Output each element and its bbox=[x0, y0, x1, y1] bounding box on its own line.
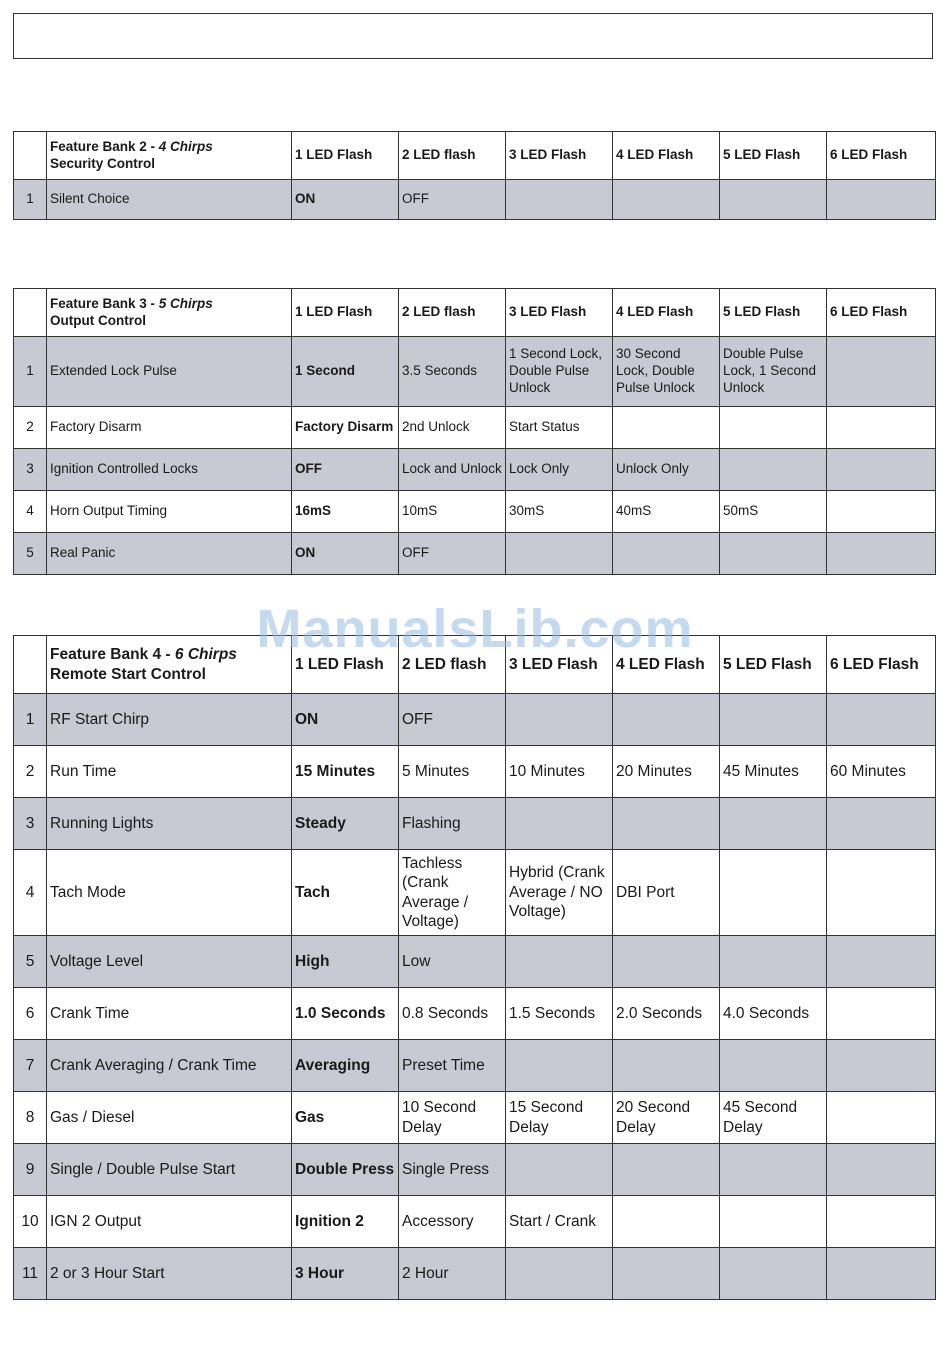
feature-name: Gas / Diesel bbox=[47, 1092, 292, 1144]
header-6-led-flash: 6 LED Flash bbox=[827, 636, 936, 694]
feature-name: RF Start Chirp bbox=[47, 694, 292, 746]
bank-title-cell bbox=[47, 636, 292, 694]
header-6-led-flash: 6 LED Flash bbox=[827, 289, 936, 337]
option-cell: 50mS bbox=[720, 491, 827, 533]
bank-subtitle: Output Control bbox=[50, 312, 146, 328]
option-cell: 10mS bbox=[399, 491, 506, 533]
option-cell: High bbox=[292, 936, 399, 988]
option-cell: 20 Minutes bbox=[613, 746, 720, 798]
row-number: 7 bbox=[14, 1040, 47, 1092]
option-cell bbox=[827, 1040, 936, 1092]
row-number: 6 bbox=[14, 988, 47, 1040]
option-cell: 10 Second Delay bbox=[399, 1092, 506, 1144]
option-cell bbox=[613, 1040, 720, 1092]
row-number: 2 bbox=[14, 746, 47, 798]
option-cell bbox=[506, 798, 613, 850]
feature-name: IGN 2 Output bbox=[47, 1196, 292, 1248]
table-row bbox=[14, 746, 936, 798]
bank-chirps: 4 Chirps bbox=[158, 138, 213, 154]
feature-name: Extended Lock Pulse bbox=[47, 337, 292, 407]
option-cell: Hybrid (Crank Average / NO Voltage) bbox=[506, 850, 613, 936]
option-cell: 10 Minutes bbox=[506, 746, 613, 798]
table-row bbox=[14, 491, 936, 533]
header-2-led-flash: 2 LED flash bbox=[399, 132, 506, 180]
option-cell: 15 Minutes bbox=[292, 746, 399, 798]
option-cell bbox=[720, 1144, 827, 1196]
option-cell: Factory Disarm bbox=[292, 407, 399, 449]
option-cell bbox=[613, 1248, 720, 1300]
option-cell bbox=[720, 936, 827, 988]
option-cell: OFF bbox=[292, 449, 399, 491]
table-header-row bbox=[14, 132, 936, 180]
page-header-box bbox=[13, 13, 933, 59]
row-number: 10 bbox=[14, 1196, 47, 1248]
option-cell: OFF bbox=[399, 180, 506, 220]
feature-bank-4-table bbox=[13, 635, 936, 1300]
option-cell: Tach bbox=[292, 850, 399, 936]
table-row bbox=[14, 180, 936, 220]
option-cell: OFF bbox=[399, 533, 506, 575]
feature-name: Crank Averaging / Crank Time bbox=[47, 1040, 292, 1092]
table-row bbox=[14, 449, 936, 491]
option-cell: 1.5 Seconds bbox=[506, 988, 613, 1040]
option-cell: Unlock Only bbox=[613, 449, 720, 491]
option-cell: 1 Second Lock, Double Pulse Unlock bbox=[506, 337, 613, 407]
option-cell bbox=[827, 491, 936, 533]
option-cell bbox=[613, 533, 720, 575]
bank-title: Feature Bank 4 - bbox=[50, 646, 175, 664]
feature-name: Single / Double Pulse Start bbox=[47, 1144, 292, 1196]
table-row bbox=[14, 337, 936, 407]
row-number: 5 bbox=[14, 533, 47, 575]
option-cell: 45 Minutes bbox=[720, 746, 827, 798]
bank-title-cell bbox=[47, 132, 292, 180]
table-header-row bbox=[14, 636, 936, 694]
feature-name: Ignition Controlled Locks bbox=[47, 449, 292, 491]
option-cell bbox=[720, 180, 827, 220]
row-number: 9 bbox=[14, 1144, 47, 1196]
table-row bbox=[14, 798, 936, 850]
table-row bbox=[14, 1040, 936, 1092]
table-row bbox=[14, 533, 936, 575]
option-cell: OFF bbox=[399, 694, 506, 746]
option-cell bbox=[720, 1248, 827, 1300]
option-cell: Steady bbox=[292, 798, 399, 850]
row-number: 1 bbox=[14, 694, 47, 746]
row-number: 2 bbox=[14, 407, 47, 449]
header-num-cell bbox=[14, 132, 47, 180]
option-cell: Flashing bbox=[399, 798, 506, 850]
option-cell: Double Press bbox=[292, 1144, 399, 1196]
header-2-led-flash: 2 LED flash bbox=[399, 636, 506, 694]
feature-name: Run Time bbox=[47, 746, 292, 798]
row-number: 1 bbox=[14, 337, 47, 407]
option-cell: 30 Second Lock, Double Pulse Unlock bbox=[613, 337, 720, 407]
option-cell: Lock and Unlock bbox=[399, 449, 506, 491]
row-number: 4 bbox=[14, 850, 47, 936]
header-1-led-flash: 1 LED Flash bbox=[292, 289, 399, 337]
header-3-led-flash: 3 LED Flash bbox=[506, 132, 613, 180]
header-2-led-flash: 2 LED flash bbox=[399, 289, 506, 337]
feature-bank-3-table bbox=[13, 288, 936, 575]
option-cell bbox=[720, 694, 827, 746]
option-cell bbox=[827, 449, 936, 491]
header-num-cell bbox=[14, 636, 47, 694]
row-number: 11 bbox=[14, 1248, 47, 1300]
header-1-led-flash: 1 LED Flash bbox=[292, 132, 399, 180]
bank-subtitle: Remote Start Control bbox=[50, 665, 206, 683]
option-cell: Low bbox=[399, 936, 506, 988]
option-cell: 5 Minutes bbox=[399, 746, 506, 798]
header-3-led-flash: 3 LED Flash bbox=[506, 636, 613, 694]
header-6-led-flash: 6 LED Flash bbox=[827, 132, 936, 180]
option-cell bbox=[506, 1040, 613, 1092]
option-cell: 40mS bbox=[613, 491, 720, 533]
feature-name: Horn Output Timing bbox=[47, 491, 292, 533]
option-cell bbox=[613, 1144, 720, 1196]
option-cell bbox=[827, 988, 936, 1040]
option-cell bbox=[720, 449, 827, 491]
option-cell: 16mS bbox=[292, 491, 399, 533]
option-cell: Lock Only bbox=[506, 449, 613, 491]
header-4-led-flash: 4 LED Flash bbox=[613, 289, 720, 337]
table-row bbox=[14, 1144, 936, 1196]
option-cell bbox=[613, 798, 720, 850]
option-cell bbox=[613, 180, 720, 220]
table-row bbox=[14, 850, 936, 936]
table-row bbox=[14, 1196, 936, 1248]
option-cell: 60 Minutes bbox=[827, 746, 936, 798]
option-cell bbox=[506, 1248, 613, 1300]
header-num-cell bbox=[14, 289, 47, 337]
option-cell bbox=[720, 1040, 827, 1092]
row-number: 3 bbox=[14, 798, 47, 850]
table-row bbox=[14, 1092, 936, 1144]
option-cell: Ignition 2 bbox=[292, 1196, 399, 1248]
option-cell bbox=[720, 1196, 827, 1248]
option-cell: Double Pulse Lock, 1 Second Unlock bbox=[720, 337, 827, 407]
bank-subtitle: Security Control bbox=[50, 155, 156, 171]
option-cell bbox=[827, 180, 936, 220]
option-cell bbox=[506, 1144, 613, 1196]
option-cell: 2 Hour bbox=[399, 1248, 506, 1300]
table-row bbox=[14, 1248, 936, 1300]
option-cell bbox=[827, 850, 936, 936]
feature-name: Running Lights bbox=[47, 798, 292, 850]
option-cell bbox=[827, 407, 936, 449]
option-cell bbox=[827, 1196, 936, 1248]
header-3-led-flash: 3 LED Flash bbox=[506, 289, 613, 337]
option-cell bbox=[720, 533, 827, 575]
option-cell: 15 Second Delay bbox=[506, 1092, 613, 1144]
option-cell bbox=[827, 1144, 936, 1196]
row-number: 4 bbox=[14, 491, 47, 533]
header-5-led-flash: 5 LED Flash bbox=[720, 289, 827, 337]
option-cell: 2.0 Seconds bbox=[613, 988, 720, 1040]
table-row bbox=[14, 407, 936, 449]
option-cell: 30mS bbox=[506, 491, 613, 533]
bank-chirps: 5 Chirps bbox=[158, 295, 213, 311]
row-number: 1 bbox=[14, 180, 47, 220]
feature-bank-2-table bbox=[13, 131, 936, 220]
header-1-led-flash: 1 LED Flash bbox=[292, 636, 399, 694]
table-row bbox=[14, 936, 936, 988]
option-cell bbox=[720, 407, 827, 449]
option-cell bbox=[827, 798, 936, 850]
header-5-led-flash: 5 LED Flash bbox=[720, 132, 827, 180]
option-cell bbox=[827, 694, 936, 746]
option-cell: DBI Port bbox=[613, 850, 720, 936]
table-header-row bbox=[14, 289, 936, 337]
option-cell: ON bbox=[292, 180, 399, 220]
row-number: 5 bbox=[14, 936, 47, 988]
option-cell bbox=[613, 936, 720, 988]
option-cell: Gas bbox=[292, 1092, 399, 1144]
bank-title: Feature Bank 3 - bbox=[50, 295, 159, 311]
option-cell bbox=[720, 850, 827, 936]
watermark: ManualsLib.com bbox=[256, 599, 694, 659]
option-cell: 20 Second Delay bbox=[613, 1092, 720, 1144]
option-cell bbox=[827, 1092, 936, 1144]
option-cell bbox=[827, 337, 936, 407]
header-4-led-flash: 4 LED Flash bbox=[613, 132, 720, 180]
option-cell bbox=[827, 1248, 936, 1300]
option-cell bbox=[613, 694, 720, 746]
feature-name: Factory Disarm bbox=[47, 407, 292, 449]
option-cell: ON bbox=[292, 533, 399, 575]
option-cell: 2nd Unlock bbox=[399, 407, 506, 449]
table-row bbox=[14, 988, 936, 1040]
option-cell: 3.5 Seconds bbox=[399, 337, 506, 407]
option-cell: 1 Second bbox=[292, 337, 399, 407]
row-number: 8 bbox=[14, 1092, 47, 1144]
option-cell: 4.0 Seconds bbox=[720, 988, 827, 1040]
feature-name: Silent Choice bbox=[47, 180, 292, 220]
option-cell bbox=[720, 798, 827, 850]
option-cell: Single Press bbox=[399, 1144, 506, 1196]
bank-chirps: 6 Chirps bbox=[174, 646, 237, 664]
option-cell bbox=[827, 533, 936, 575]
option-cell: Start / Crank bbox=[506, 1196, 613, 1248]
option-cell: 3 Hour bbox=[292, 1248, 399, 1300]
option-cell: Averaging bbox=[292, 1040, 399, 1092]
option-cell: 1.0 Seconds bbox=[292, 988, 399, 1040]
option-cell bbox=[613, 407, 720, 449]
table-row bbox=[14, 694, 936, 746]
feature-name: Voltage Level bbox=[47, 936, 292, 988]
option-cell bbox=[506, 936, 613, 988]
option-cell: Start Status bbox=[506, 407, 613, 449]
bank-title: Feature Bank 2 - bbox=[50, 138, 159, 154]
option-cell bbox=[827, 936, 936, 988]
header-5-led-flash: 5 LED Flash bbox=[720, 636, 827, 694]
feature-name: Tach Mode bbox=[47, 850, 292, 936]
header-4-led-flash: 4 LED Flash bbox=[613, 636, 720, 694]
option-cell bbox=[506, 694, 613, 746]
option-cell: ON bbox=[292, 694, 399, 746]
feature-name: 2 or 3 Hour Start bbox=[47, 1248, 292, 1300]
option-cell: Tachless (Crank Average / Voltage) bbox=[399, 850, 506, 936]
option-cell bbox=[506, 533, 613, 575]
option-cell: Accessory bbox=[399, 1196, 506, 1248]
bank-title-cell bbox=[47, 289, 292, 337]
option-cell bbox=[506, 180, 613, 220]
option-cell: Preset Time bbox=[399, 1040, 506, 1092]
option-cell: 0.8 Seconds bbox=[399, 988, 506, 1040]
feature-name: Real Panic bbox=[47, 533, 292, 575]
feature-name: Crank Time bbox=[47, 988, 292, 1040]
option-cell bbox=[613, 1196, 720, 1248]
row-number: 3 bbox=[14, 449, 47, 491]
option-cell: 45 Second Delay bbox=[720, 1092, 827, 1144]
